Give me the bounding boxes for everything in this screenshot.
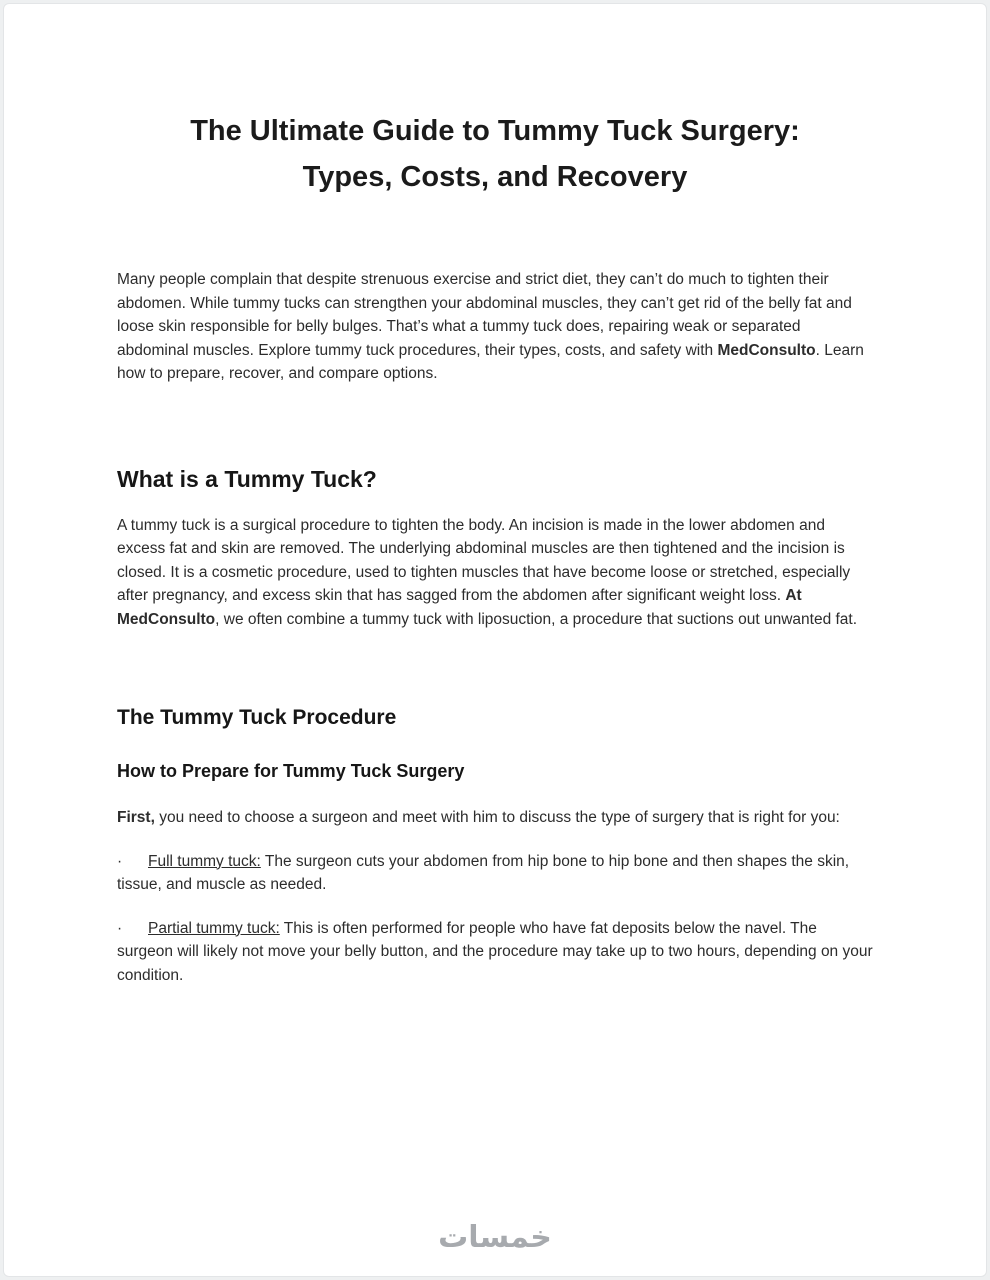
intro-paragraph: Many people complain that despite strenuous exercise and strict diet, they can’t do much to tighten their abdomen. While tummy tucks can strengthen your abdominal muscles, they can’t get rid of the belly fat and loose skin responsible for belly bulges. That’s what a tummy tuck does, repairing weak or separated abdominal muscles. Explore tummy tuck procedures, their types, costs, and safety with MedConsulto. Learn how to prepare, recover, and compare options. [117, 271, 864, 382]
document-sheet [3, 3, 987, 1277]
prepare-intro-paragraph: First, you need to choose a surgeon and meet with him to discuss the type of surgery that is right for you: [117, 809, 840, 826]
heading-the-tummy-tuck-procedure: The Tummy Tuck Procedure [117, 706, 397, 729]
khamsat-watermark-logo: خمسات [438, 1220, 552, 1255]
heading-what-is-a-tummy-tuck: What is a Tummy Tuck? [117, 465, 377, 492]
bullet-full-tummy-tuck: · Full tummy tuck: The surgeon cuts your abdomen from hip bone to hip bone and then shapes the skin, tissue, and muscle as needed. [117, 852, 850, 893]
what-is-paragraph: A tummy tuck is a surgical procedure to tighten the body. An incision is made in the lower abdomen and excess fat and skin are removed. The underlying abdominal muscles are then tightened and the incision is closed. It is a cosmetic procedure, used to tighten muscles that have become loose or stretched, especially after pregnancy, and excess skin that has sagged from the abdomen after significant weight loss. At MedConsulto, we often combine a tummy tuck with liposuction, a procedure that suctions out unwanted fat. [117, 516, 858, 628]
document-content [117, 108, 873, 987]
heading-how-to-prepare: How to Prepare for Tummy Tuck Surgery [117, 761, 465, 781]
title-line-2: Types, Costs, and Recovery [302, 161, 688, 193]
title-line-1: The Ultimate Guide to Tummy Tuck Surgery: [190, 115, 800, 147]
bullet-partial-tummy-tuck: · Partial tummy tuck: This is often performed for people who have fat deposits below the navel. The surgeon will likely not move your belly button, and the procedure may take up to two hours, depending on your condition. [117, 919, 873, 984]
document-title [117, 108, 873, 200]
